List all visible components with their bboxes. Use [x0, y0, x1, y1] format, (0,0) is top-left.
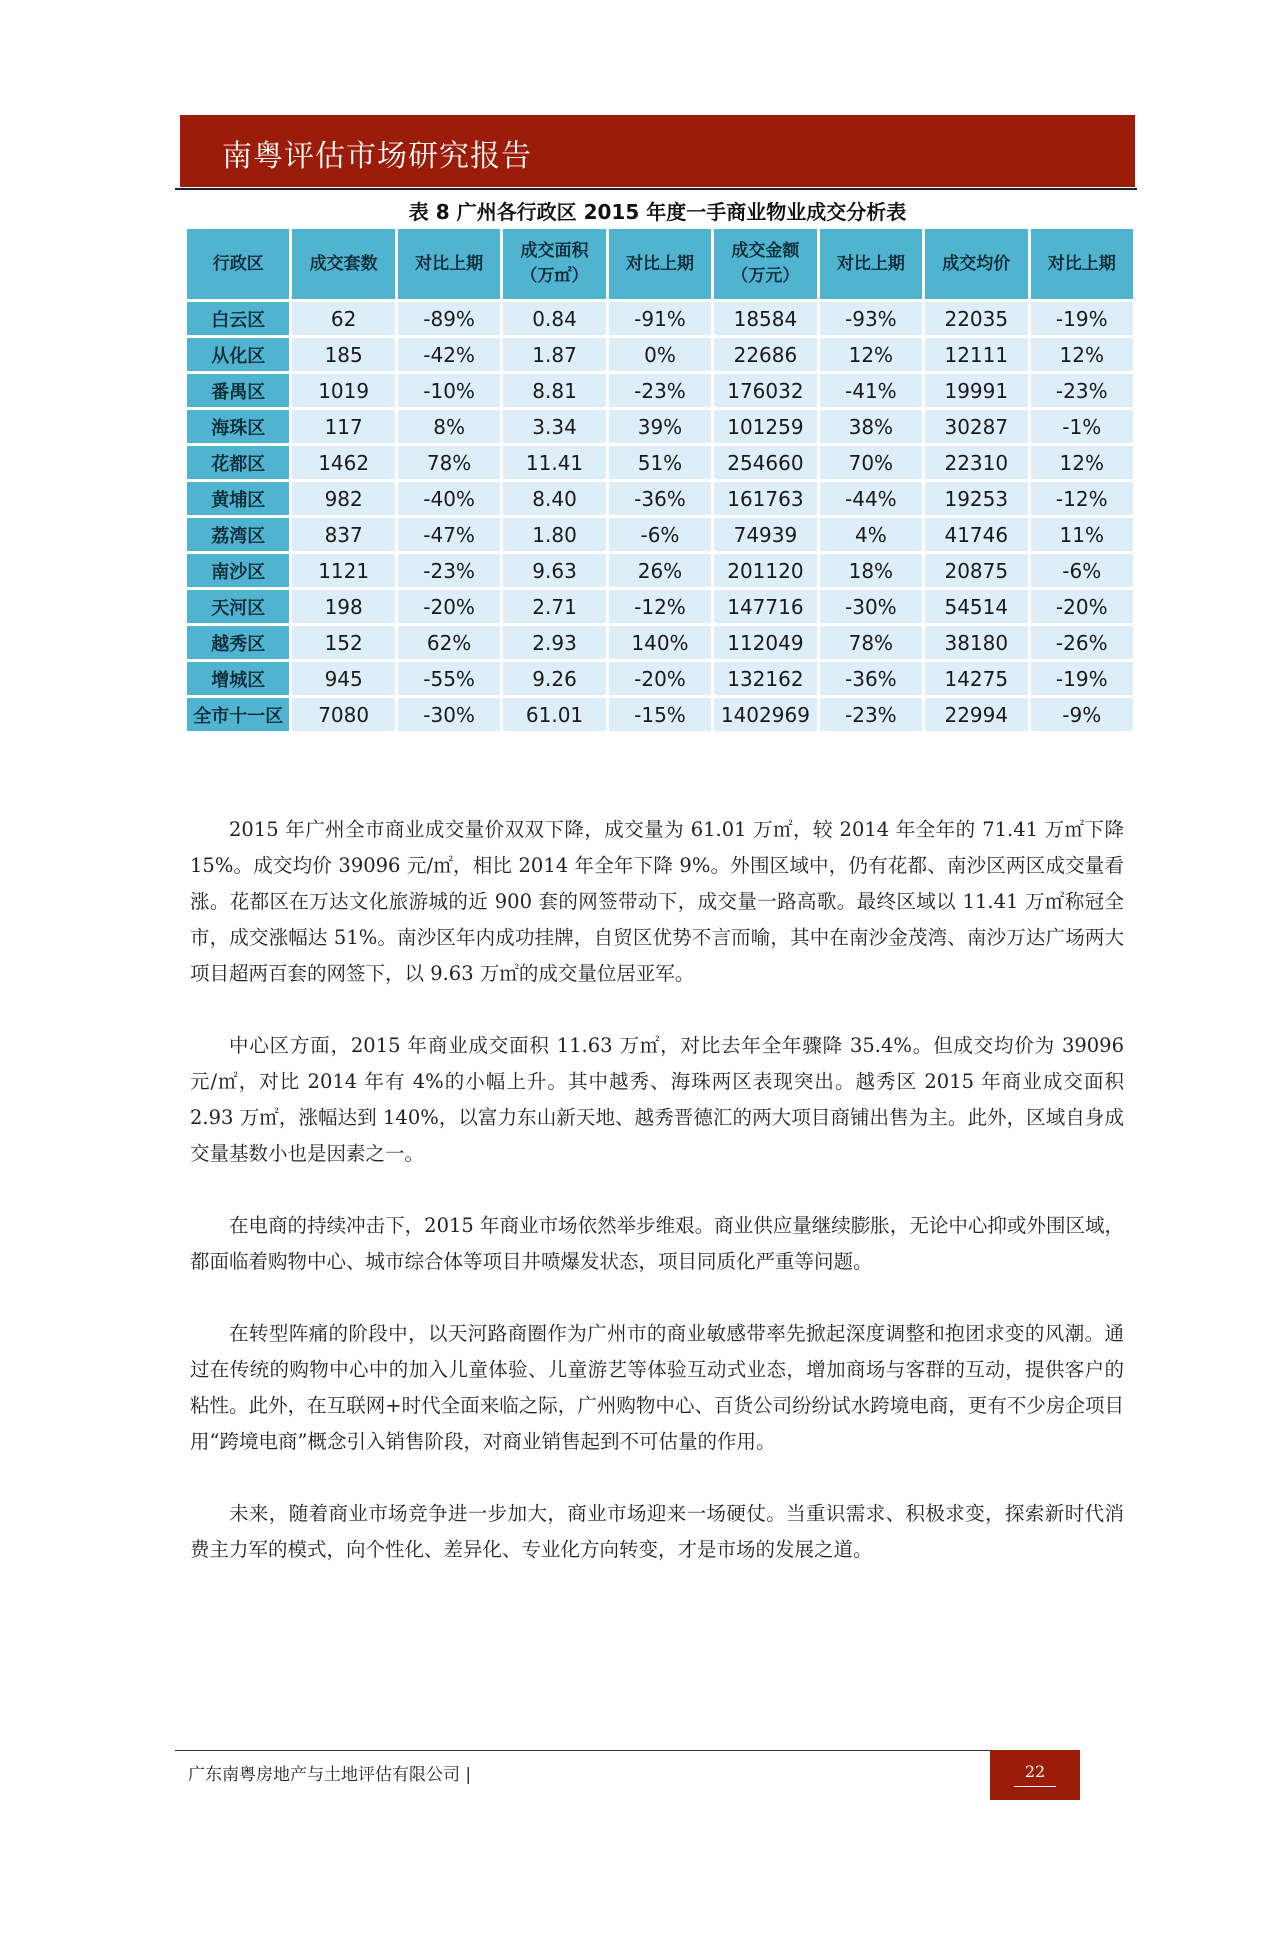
- table-cell: 4%: [820, 518, 922, 551]
- table-cell: 54514: [925, 590, 1027, 623]
- column-header-line: 对比上期: [625, 253, 694, 274]
- table-cell: -19%: [1031, 302, 1134, 335]
- table-row: [187, 626, 1133, 659]
- table-cell: 7080: [292, 698, 394, 731]
- table-cell: -91%: [609, 302, 711, 335]
- table-cell: 62: [292, 302, 394, 335]
- column-header-line: 成交面积: [520, 241, 589, 262]
- table-cell: 185: [292, 338, 394, 371]
- table-cell: 198: [292, 590, 394, 623]
- table-cell: -20%: [398, 590, 500, 623]
- table-cell: -12%: [609, 590, 711, 623]
- table-cell: -19%: [1031, 662, 1134, 695]
- table-cell: 3.34: [503, 410, 605, 443]
- table-cell: -47%: [398, 518, 500, 551]
- table-cell: -10%: [398, 374, 500, 407]
- table-cell: -55%: [398, 662, 500, 695]
- district-name-cell: 黄埔区: [187, 482, 289, 515]
- table-cell: -20%: [609, 662, 711, 695]
- table-row: [187, 662, 1133, 695]
- report-header-bar: [180, 115, 1135, 187]
- table-cell: 41746: [925, 518, 1027, 551]
- table-cell: 12%: [820, 338, 922, 371]
- table-cell: 18584: [714, 302, 816, 335]
- body-paragraph: 在电商的持续冲击下，2015 年商业市场依然举步维艰。商业供应量继续膨胀，无论中心抑或外围区域，都面临着购物中心、城市综合体等项目井喷爆发状态，项目同质化严重等问题。: [190, 1214, 1124, 1273]
- table-cell: 38%: [820, 410, 922, 443]
- column-header: [1031, 229, 1134, 299]
- table-cell: 22035: [925, 302, 1027, 335]
- header-divider: [175, 188, 1137, 190]
- district-sales-table: [184, 226, 1136, 734]
- table-cell: 201120: [714, 554, 816, 587]
- table-row: [187, 698, 1133, 731]
- table-row: [187, 410, 1133, 443]
- table-cell: -23%: [820, 698, 922, 731]
- table-cell: 22310: [925, 446, 1027, 479]
- table-cell: 0%: [609, 338, 711, 371]
- table-cell: -36%: [609, 482, 711, 515]
- table-cell: -36%: [820, 662, 922, 695]
- table-cell: 38180: [925, 626, 1027, 659]
- table-cell: 19253: [925, 482, 1027, 515]
- table-cell: 26%: [609, 554, 711, 587]
- column-header: [609, 229, 711, 299]
- table-row: [187, 590, 1133, 623]
- table-cell: 2.93: [503, 626, 605, 659]
- column-header-line: 对比上期: [836, 253, 905, 274]
- district-name-cell: 番禺区: [187, 374, 289, 407]
- column-header: [503, 229, 605, 299]
- table-cell: -93%: [820, 302, 922, 335]
- table-cell: -23%: [609, 374, 711, 407]
- column-header-line: 对比上期: [1047, 253, 1116, 274]
- column-header: [398, 229, 500, 299]
- table-cell: 22994: [925, 698, 1027, 731]
- table-cell: 1019: [292, 374, 394, 407]
- column-header: [714, 229, 816, 299]
- table-cell: 12%: [1031, 338, 1134, 371]
- table-cell: 78%: [820, 626, 922, 659]
- table-cell: -26%: [1031, 626, 1134, 659]
- page-number-underline: [1014, 1786, 1056, 1787]
- table-cell: 837: [292, 518, 394, 551]
- table-header-row: [187, 229, 1133, 299]
- table-cell: -40%: [398, 482, 500, 515]
- table-cell: 62%: [398, 626, 500, 659]
- column-header: [187, 229, 289, 299]
- table-cell: 12111: [925, 338, 1027, 371]
- table-cell: -23%: [1031, 374, 1134, 407]
- table-cell: 161763: [714, 482, 816, 515]
- table-cell: -42%: [398, 338, 500, 371]
- table-cell: 8.40: [503, 482, 605, 515]
- district-name-cell: 荔湾区: [187, 518, 289, 551]
- column-header: [292, 229, 394, 299]
- table-row: [187, 338, 1133, 371]
- table-row: [187, 482, 1133, 515]
- page-number: 22: [1024, 1762, 1046, 1781]
- column-header-line: （万元）: [731, 266, 800, 286]
- table-cell: 78%: [398, 446, 500, 479]
- table-cell: 982: [292, 482, 394, 515]
- table-row: [187, 554, 1133, 587]
- table-cell: -20%: [1031, 590, 1134, 623]
- table-body: [187, 302, 1133, 731]
- district-name-cell: 增城区: [187, 662, 289, 695]
- table-cell: -30%: [398, 698, 500, 731]
- table-cell: -12%: [1031, 482, 1134, 515]
- column-header-line: （万㎡）: [520, 266, 589, 286]
- report-body-text: [190, 812, 1124, 1604]
- table-cell: 147716: [714, 590, 816, 623]
- district-name-cell: 南沙区: [187, 554, 289, 587]
- table-cell: 74939: [714, 518, 816, 551]
- table-cell: 1.87: [503, 338, 605, 371]
- table-cell: 9.63: [503, 554, 605, 587]
- table-cell: 19991: [925, 374, 1027, 407]
- table-cell: 9.26: [503, 662, 605, 695]
- table-cell: 14275: [925, 662, 1027, 695]
- table-cell: 51%: [609, 446, 711, 479]
- table-cell: 1462: [292, 446, 394, 479]
- table-cell: -1%: [1031, 410, 1134, 443]
- column-header-line: 成交金额: [731, 241, 800, 262]
- report-title: 南粤评估市场研究报告: [222, 139, 532, 174]
- table-cell: 8%: [398, 410, 500, 443]
- table-cell: 12%: [1031, 446, 1134, 479]
- table-cell: 70%: [820, 446, 922, 479]
- column-header-line: 成交套数: [309, 253, 378, 274]
- table-cell: -89%: [398, 302, 500, 335]
- table-cell: -41%: [820, 374, 922, 407]
- table-cell: -6%: [1031, 554, 1134, 587]
- column-header: [820, 229, 922, 299]
- table-cell: -9%: [1031, 698, 1134, 731]
- table-cell: 2.71: [503, 590, 605, 623]
- table-cell: -44%: [820, 482, 922, 515]
- district-name-cell: 越秀区: [187, 626, 289, 659]
- body-paragraph: 2015 年广州全市商业成交量价双双下降，成交量为 61.01 万㎡，较 2014 年全年的 71.41 万㎡下降 15%。成交均价 39096 元/㎡，相比 2014 年全年下降 9%。外围区域中，仍有花都、南沙区两区成交量看涨。花都区在万达文化旅游城的近 900 套的网签带动下，成交量一路高歌。最终区域以 11.41 万㎡称冠全市，成交涨幅达 51%。南沙区年内成功挂牌，自贸区优势不言而喻，其中在南沙金茂湾、南沙万达广场两大项目超两百套的网签下，以 9.63 万㎡的成交量位居亚军。: [190, 818, 1124, 985]
- district-name-cell: 全市十一区: [187, 698, 289, 731]
- table-cell: 117: [292, 410, 394, 443]
- table-cell: 39%: [609, 410, 711, 443]
- table-cell: 1121: [292, 554, 394, 587]
- table-cell: 18%: [820, 554, 922, 587]
- table-cell: 101259: [714, 410, 816, 443]
- district-name-cell: 从化区: [187, 338, 289, 371]
- table-row: [187, 446, 1133, 479]
- table-cell: 61.01: [503, 698, 605, 731]
- table-row: [187, 374, 1133, 407]
- table-cell: 152: [292, 626, 394, 659]
- district-name-cell: 天河区: [187, 590, 289, 623]
- table-cell: 0.84: [503, 302, 605, 335]
- table-cell: 11%: [1031, 518, 1134, 551]
- column-header-line: 对比上期: [415, 253, 484, 274]
- table-cell: -15%: [609, 698, 711, 731]
- page-number-box: [990, 1750, 1080, 1800]
- footer-company: 广东南粤房地产与土地评估有限公司 |: [188, 1765, 472, 1785]
- table-cell: 1402969: [714, 698, 816, 731]
- column-header: [925, 229, 1027, 299]
- table-cell: 1.80: [503, 518, 605, 551]
- table-cell: 112049: [714, 626, 816, 659]
- table-cell: 945: [292, 662, 394, 695]
- district-name-cell: 花都区: [187, 446, 289, 479]
- table-cell: 254660: [714, 446, 816, 479]
- table-cell: 140%: [609, 626, 711, 659]
- table-row: [187, 302, 1133, 335]
- body-paragraph: 未来，随着商业市场竞争进一步加大，商业市场迎来一场硬仗。当重识需求、积极求变，探索新时代消费主力军的模式，向个性化、差异化、专业化方向转变，才是市场的发展之道。: [190, 1502, 1124, 1561]
- footer-divider: [175, 1750, 990, 1751]
- district-name-cell: 海珠区: [187, 410, 289, 443]
- district-name-cell: 白云区: [187, 302, 289, 335]
- table-cell: 11.41: [503, 446, 605, 479]
- table-cell: -23%: [398, 554, 500, 587]
- table-cell: 22686: [714, 338, 816, 371]
- column-header-line: 行政区: [212, 253, 264, 274]
- column-header-line: 成交均价: [942, 253, 1011, 274]
- table-cell: 20875: [925, 554, 1027, 587]
- table-header: [187, 229, 1133, 299]
- table-cell: 132162: [714, 662, 816, 695]
- body-paragraph: 中心区方面，2015 年商业成交面积 11.63 万㎡，对比去年全年骤降 35.4%。但成交均价为 39096 元/㎡，对比 2014 年有 4%的小幅上升。其中越秀、海珠两区表现突出。越秀区 2015 年商业成交面积 2.93 万㎡，涨幅达到 140%，以富力东山新天地、越秀晋德汇的两大项目商铺出售为主。此外，区域自身成交量基数小也是因素之一。: [190, 1034, 1124, 1165]
- table-caption: 表 8 广州各行政区 2015 年度一手商业物业成交分析表: [408, 200, 907, 224]
- table-cell: -6%: [609, 518, 711, 551]
- table-cell: -30%: [820, 590, 922, 623]
- body-paragraph: 在转型阵痛的阶段中，以天河路商圈作为广州市的商业敏感带率先掀起深度调整和抱团求变的风潮。通过在传统的购物中心中的加入儿童体验、儿童游艺等体验互动式业态，增加商场与客群的互动，提供客户的粘性。此外，在互联网+时代全面来临之际，广州购物中心、百货公司纷纷试水跨境电商，更有不少房企项目用“跨境电商”概念引入销售阶段，对商业销售起到不可估量的作用。: [190, 1322, 1124, 1453]
- table-cell: 8.81: [503, 374, 605, 407]
- table-cell: 30287: [925, 410, 1027, 443]
- table-row: [187, 518, 1133, 551]
- table-cell: 176032: [714, 374, 816, 407]
